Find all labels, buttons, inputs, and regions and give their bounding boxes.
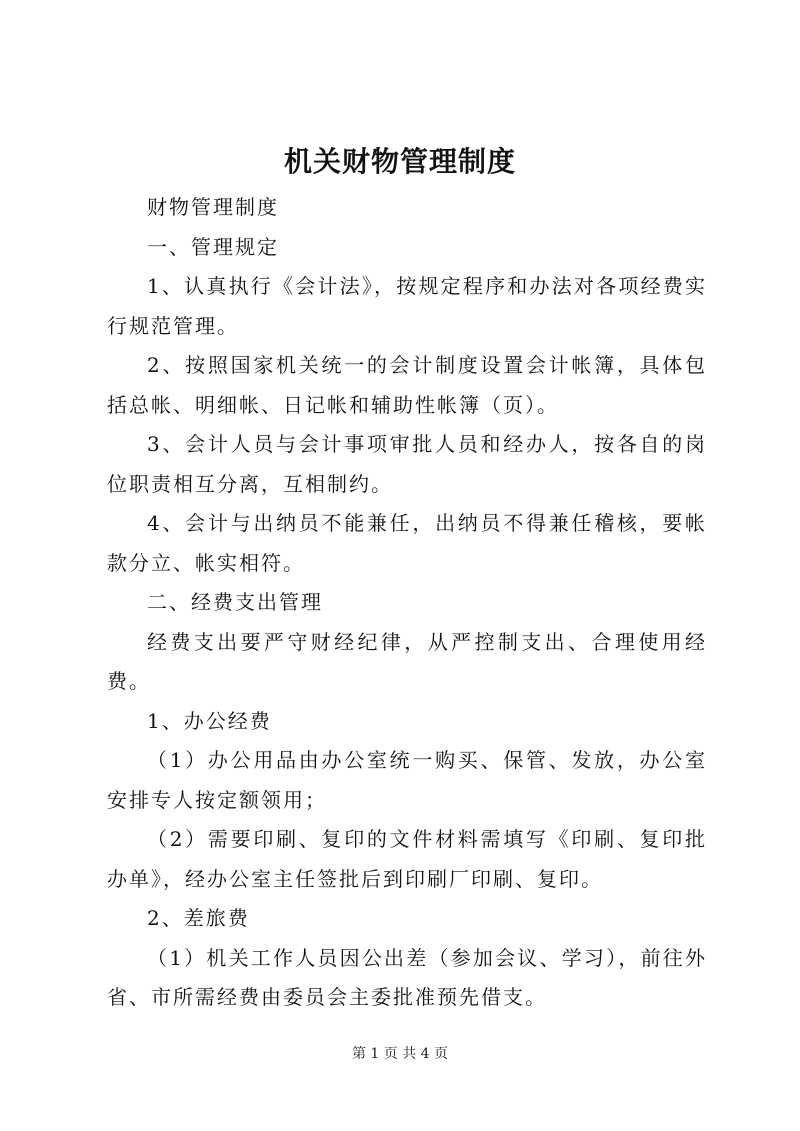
paragraph: 1、认真执行《会计法》，按规定程序和办法对各项经费实行规范管理。 [107, 274, 707, 338]
paragraph: 经费支出要严守财经纪律，从严控制支出、合理使用经费。 [107, 629, 707, 693]
paragraph: 3、会计人员与会计事项审批人员和经办人，按各自的岗位职责相互分离，互相制约。 [107, 432, 707, 496]
document-title: 机关财物管理制度 [283, 145, 516, 178]
paragraph: （1）机关工作人员因公出差（参加会议、学习），前往外省、市所需经费由委员会主委批准预先借支。 [107, 945, 707, 1009]
subsection-heading: 1、办公经费 [147, 708, 272, 733]
paragraph: 财物管理制度 [147, 195, 279, 219]
section-heading: 一、管理规定 [147, 234, 279, 259]
subsection-heading: 2、差旅费 [147, 906, 250, 930]
paragraph: 2、按照国家机关统一的会计制度设置会计帐簿，具体包括总帐、明细帐、日记帐和辅助性帐簿（页）。 [107, 353, 707, 417]
paragraph: （2）需要印刷、复印的文件材料需填写《印刷、复印批办单》，经办公室主任签批后到印刷厂印刷、复印。 [107, 827, 707, 891]
paragraph: （1）办公用品由办公室统一购买、保管、发放，办公室安排专人按定额领用； [107, 748, 707, 812]
section-heading: 二、经费支出管理 [147, 590, 323, 614]
document-body [107, 188, 707, 1018]
paragraph: 4、会计与出纳员不能兼任，出纳员不得兼任稽核，要帐款分立、帐实相符。 [107, 511, 707, 575]
page-number-footer: 第 1 页 共 4 页 [351, 1046, 449, 1062]
